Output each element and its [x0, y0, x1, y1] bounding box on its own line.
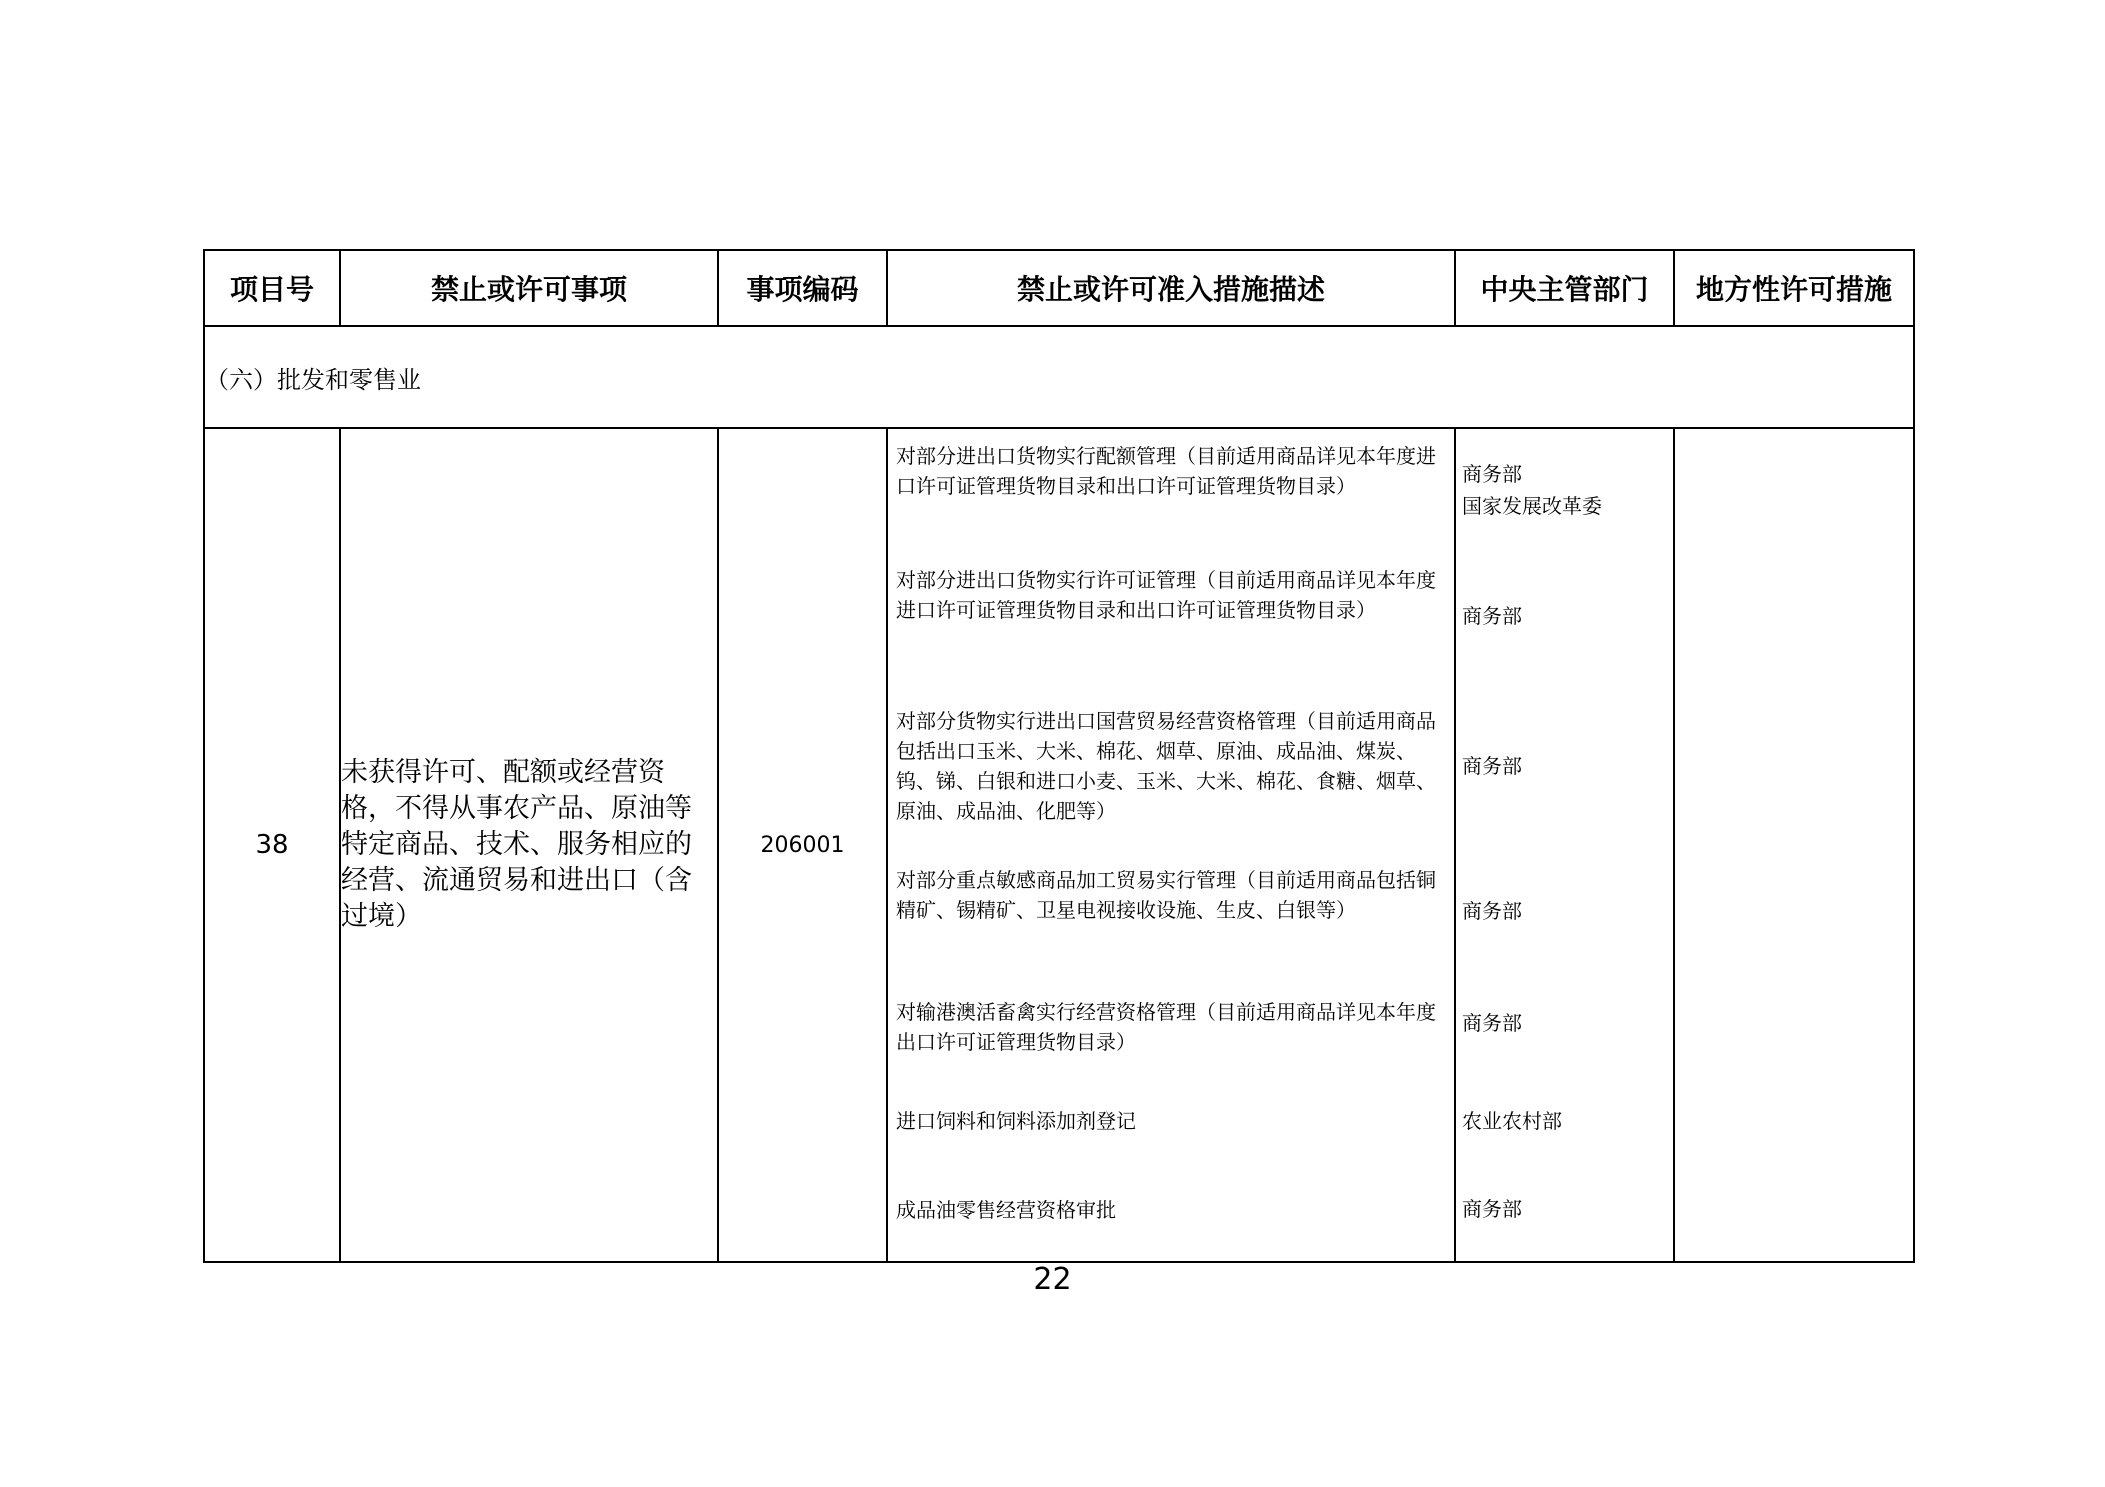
department-name: 商务部 [1462, 899, 1522, 923]
measure-description: 对部分进出口货物实行配额管理（目前适用商品详见本年度进口许可证管理货物目录和出口许可证管理货物目录） [896, 444, 1436, 498]
measure-description: 对部分货物实行进出口国营贸易经营资格管理（目前适用商品包括出口玉米、大米、棉花、烟草、原油、成品油、煤炭、钨、锑、白银和进口小麦、玉米、大米、棉花、食糖、烟草、原油、成品油、化肥等） [896, 709, 1436, 823]
department-name: 商务部 [1462, 1011, 1522, 1035]
department-entry [1462, 600, 1667, 632]
item-number: 38 [204, 428, 340, 1262]
table-row [204, 428, 1914, 1262]
item-text: 未获得许可、配额或经营资格，不得从事农产品、原油等特定商品、技术、服务相应的经营、流通贸易和进出口（含过境） [340, 428, 718, 1262]
department-name: 商务部 [1462, 1197, 1522, 1221]
local-measures-cell [1674, 428, 1914, 1262]
section-title: （六）批发和零售业 [204, 326, 1914, 428]
measure-description-cell [887, 428, 1455, 1262]
department-entry [1462, 1105, 1667, 1137]
department-name: 商务部 [1462, 604, 1522, 628]
measure-description: 对部分重点敏感商品加工贸易实行管理（目前适用商品包括铜精矿、锡精矿、卫星电视接收设施、生皮、白银等） [896, 868, 1436, 922]
header-local-measures: 地方性许可措施 [1674, 250, 1914, 326]
department-entry [1462, 1007, 1667, 1039]
department-entry [1462, 750, 1667, 782]
department-name: 商务部 [1462, 462, 1522, 486]
measure-description: 进口饲料和饲料添加剂登记 [896, 1109, 1136, 1133]
department-entry [1462, 1193, 1667, 1225]
central-department-cell [1455, 428, 1674, 1262]
header-item-number: 项目号 [204, 250, 340, 326]
department-name: 农业农村部 [1462, 1109, 1562, 1133]
measure-description: 对输港澳活畜禽实行经营资格管理（目前适用商品详见本年度出口许可证管理货物目录） [896, 1000, 1436, 1054]
item-code: 206001 [718, 428, 887, 1262]
market-access-table [203, 249, 1915, 1263]
department-entry [1462, 458, 1667, 522]
header-item: 禁止或许可事项 [340, 250, 718, 326]
header-row [204, 250, 1914, 326]
header-central-department: 中央主管部门 [1455, 250, 1674, 326]
measure-description: 成品油零售经营资格审批 [896, 1198, 1116, 1222]
header-item-code: 事项编码 [718, 250, 887, 326]
measure-description: 对部分进出口货物实行许可证管理（目前适用商品详见本年度进口许可证管理货物目录和出口许可证管理货物目录） [896, 568, 1436, 622]
section-row [204, 326, 1914, 428]
page-number: 22 [1033, 1262, 1072, 1297]
department-name: 商务部 [1462, 754, 1522, 778]
department-name: 国家发展改革委 [1462, 494, 1602, 518]
header-measure-description: 禁止或许可准入措施描述 [887, 250, 1455, 326]
department-entry [1462, 895, 1667, 927]
